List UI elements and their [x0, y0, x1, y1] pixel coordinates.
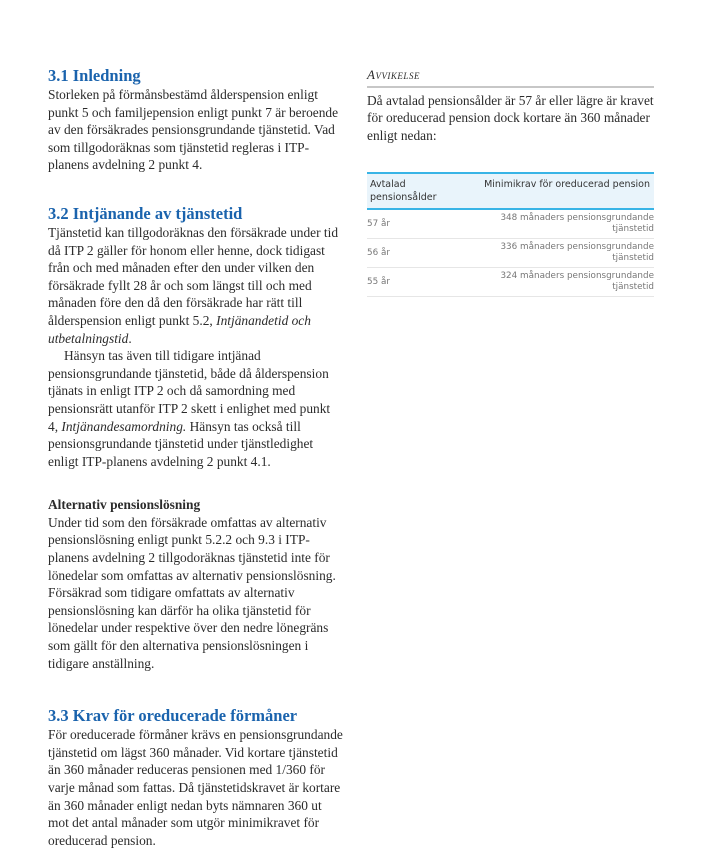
section-3-3 — [48, 706, 343, 849]
left-column — [48, 66, 343, 849]
minimum-requirement-table — [367, 172, 654, 297]
subheading: Alternativ pensionslösning — [48, 497, 201, 513]
section-heading: 3.1 Inledning — [48, 66, 141, 85]
column-header: Avtalad pensionsålder — [370, 179, 437, 203]
cell-requirement: 336 månaders pensionsgrundande tjänstetid — [464, 239, 654, 268]
table-row — [367, 268, 654, 297]
table-row — [367, 239, 654, 268]
paragraph: Under tid som den försäkrade omfattas av alternativ pensionslösning enligt punkt 5.2.2 och 9.3 i ITP-planens avdelning 2 tillgodoräknas tjänstetid inte för lönedelar som omfattas av alternativ pensionslösning. Försäkrad som tidigare omfattats av alternativ pensionslösning kan därför ha olika tjänstetid för lönedelar under respektive över den nedre lönegräns som gällt för den alternativa pensionslösningen i tidigare anställning. — [48, 514, 336, 671]
paragraph: Då avtalad pensionsålder är 57 år eller lägre är kravet för oreducerad pension dock kortare än 360 månader enligt nedan: — [367, 92, 654, 143]
section-3-1 — [48, 66, 343, 174]
table-header-row — [367, 173, 654, 209]
paragraph: Tjänstetid kan tillgodoräknas den försäkrade under tid då ITP 2 gäller för honom eller henne, dock tidigast från och med månaden efter den under vilken den försäkrade fyllt 28 år och som längst till och med månaden före den då den försäkrade har rätt till ålderspension enligt punkt 5.2, Intjänandetid och utbetalningstid. — [48, 224, 339, 346]
avvikelse-heading: Avvikelse — [367, 66, 654, 88]
section-3-2 — [48, 204, 343, 672]
section-heading: 3.3 Krav för oreducerade förmåner — [48, 706, 298, 726]
cross-reference: Intjänandetid och utbetalningstid — [48, 312, 311, 346]
cell-requirement: 324 månaders pensionsgrundande tjänstetid — [464, 268, 654, 297]
paragraph: Hänsyn tas även till tidigare intjänad pensionsgrundande tjänstetid, både då ålderspension tjänats in enligt ITP 2 och då samordning med pensionsrätt utanför ITP 2 skett i enlighet med punkt 4, Intjänandesamordning. Hänsyn tas också till pensionsgrundande tjänstetid under tjänstledighet enligt ITP-planens avdelning 2 punkt 4.1. — [48, 348, 331, 469]
table-row — [367, 209, 654, 239]
section-heading: 3.2 Intjänande av tjänstetid — [48, 203, 243, 223]
cell-age: 57 år — [367, 209, 464, 239]
paragraph: Storleken på förmånsbestämd ålderspension enligt punkt 5 och familjepension enligt punkt 7 är beroende av den försäkrades pensionsgrundande tjänstetid. Vad som tillgodoräknas som tjänstetid regleras i ITP-planens avdelning 2 punkt 4. — [48, 87, 339, 173]
cell-age: 55 år — [367, 268, 464, 297]
cell-age: 56 år — [367, 239, 464, 268]
column-header: Minimikrav för oreducerad pension — [484, 179, 650, 191]
cell-requirement: 348 månaders pensionsgrundande tjänstetid — [464, 209, 654, 239]
paragraph: För oreducerade förmåner krävs en pensionsgrundande tjänstetid om lägst 360 månader. Vid kortare tjänstetid än 360 månader reduceras pensionen med 1/360 för varje månad som fattas. Då tjänstetidskravet är kortare än 360 månader enligt nedan byts nämnaren 360 ut mot det antal månader som utgör minimikravet för oreducerad pension. — [48, 727, 343, 848]
right-column — [367, 66, 654, 297]
cross-reference: Intjänandesamordning. — [61, 418, 187, 434]
